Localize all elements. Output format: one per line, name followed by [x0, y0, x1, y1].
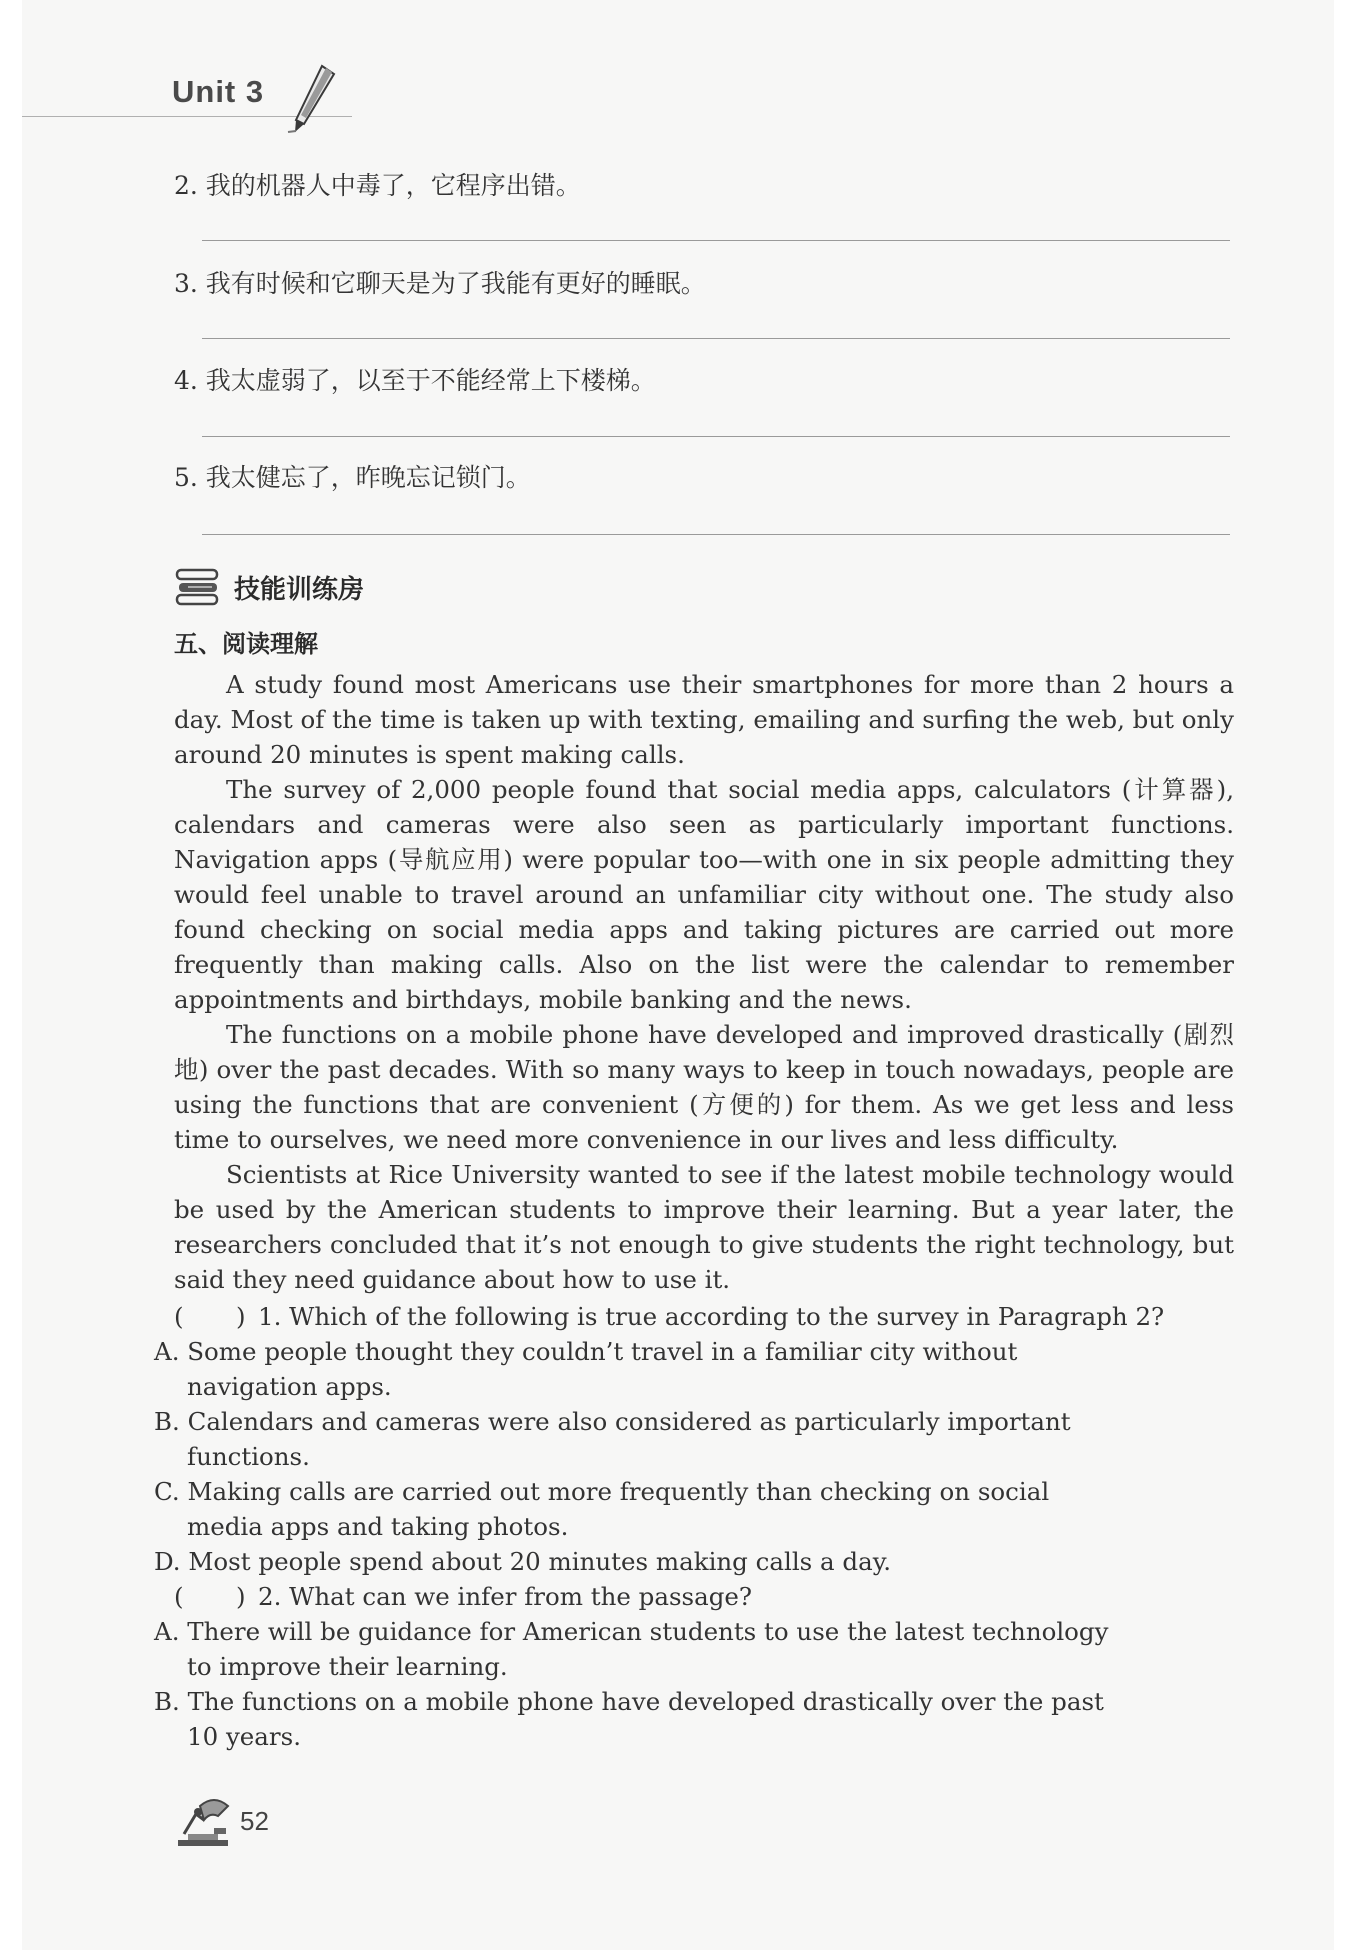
question-2-option-a: A. There will be guidance for American students to use the latest technology to improve their learning. — [154, 1617, 1109, 1681]
answer-line-4[interactable] — [202, 436, 1230, 437]
workbook-page — [22, 0, 1334, 1950]
pen-icon — [284, 62, 344, 134]
translation-item-4: 4. 我太虚弱了，以至于不能经常上下楼梯。 — [174, 366, 656, 395]
passage-paragraph-4: Scientists at Rice University wanted to see if the latest mobile technology would be used by the American students to improve their learning. But a year later, the researchers concluded that it’s not enough to give students the right technology, but said they need guidance about how to use it. — [174, 1160, 1234, 1294]
section-title: 技能训练房 — [234, 575, 365, 605]
question-2 — [174, 1579, 1234, 1614]
passage-paragraph-3: The functions on a mobile phone have developed and improved drastically (剧烈地) over the past decades. With so many ways to keep in touch nowadays, people are using the functions that are convenient (方便的) for them. As we get less and less time to ourselves, we need more convenience in our lives and less difficulty. — [174, 1020, 1234, 1154]
question-1-option-c: C. Making calls are carried out more frequently than checking on social media apps and taking photos. — [154, 1477, 1050, 1541]
books-icon — [174, 567, 224, 607]
answer-line-2[interactable] — [202, 240, 1230, 241]
question-stem: 2. What can we infer from the passage? — [258, 1582, 753, 1611]
exercise-title: 五、阅读理解 — [174, 630, 318, 658]
reading-passage — [174, 667, 1234, 1297]
question-stem: 1. Which of the following is true according to the survey in Paragraph 2? — [258, 1302, 1165, 1331]
question-1-option-d: D. Most people spend about 20 minutes making calls a day. — [154, 1547, 892, 1576]
answer-line-5[interactable] — [202, 534, 1230, 535]
answer-bracket-open[interactable]: ( — [174, 1302, 184, 1331]
translation-item-3: 3. 我有时候和它聊天是为了我能有更好的睡眠。 — [174, 269, 706, 298]
passage-paragraph-2: The survey of 2,000 people found that social media apps, calculators (计算器), calendars and cameras were also seen as particularly important functions. Navigation apps (导航应用) were popular too—with one in six people admitting they would feel unable to travel around an unfamiliar city without one. The study also found checking on social media apps and taking pictures are carried out more frequently than making calls. Also on the list were the calendar to remember appointments and birthdays, mobile banking and the news. — [174, 775, 1234, 1014]
answer-line-3[interactable] — [202, 338, 1230, 339]
translation-item-5: 5. 我太健忘了，昨晚忘记锁门。 — [174, 463, 531, 492]
page-number: 52 — [240, 1806, 269, 1836]
page-header — [22, 0, 1334, 125]
question-1-option-a: A. Some people thought they couldn’t travel in a familiar city without navigation apps. — [154, 1337, 1018, 1401]
question-2-option-b: B. The functions on a mobile phone have developed drastically over the past 10 years. — [154, 1687, 1104, 1751]
answer-bracket-open[interactable]: ( — [174, 1582, 184, 1611]
desk-lamp-icon — [174, 1790, 232, 1848]
passage-paragraph-1: A study found most Americans use their smartphones for more than 2 hours a day. Most of the time is taken up with texting, emailing and surfing the web, but only around 20 minutes is spent making calls. — [174, 670, 1234, 769]
unit-title: Unit 3 — [172, 74, 265, 109]
answer-bracket-close[interactable]: ) — [236, 1582, 246, 1611]
answer-bracket-close[interactable]: ) — [236, 1302, 246, 1331]
question-1-option-b: B. Calendars and cameras were also considered as particularly important functions. — [154, 1407, 1071, 1471]
question-1 — [174, 1299, 1234, 1334]
translation-item-2: 2. 我的机器人中毒了，它程序出错。 — [174, 171, 581, 200]
